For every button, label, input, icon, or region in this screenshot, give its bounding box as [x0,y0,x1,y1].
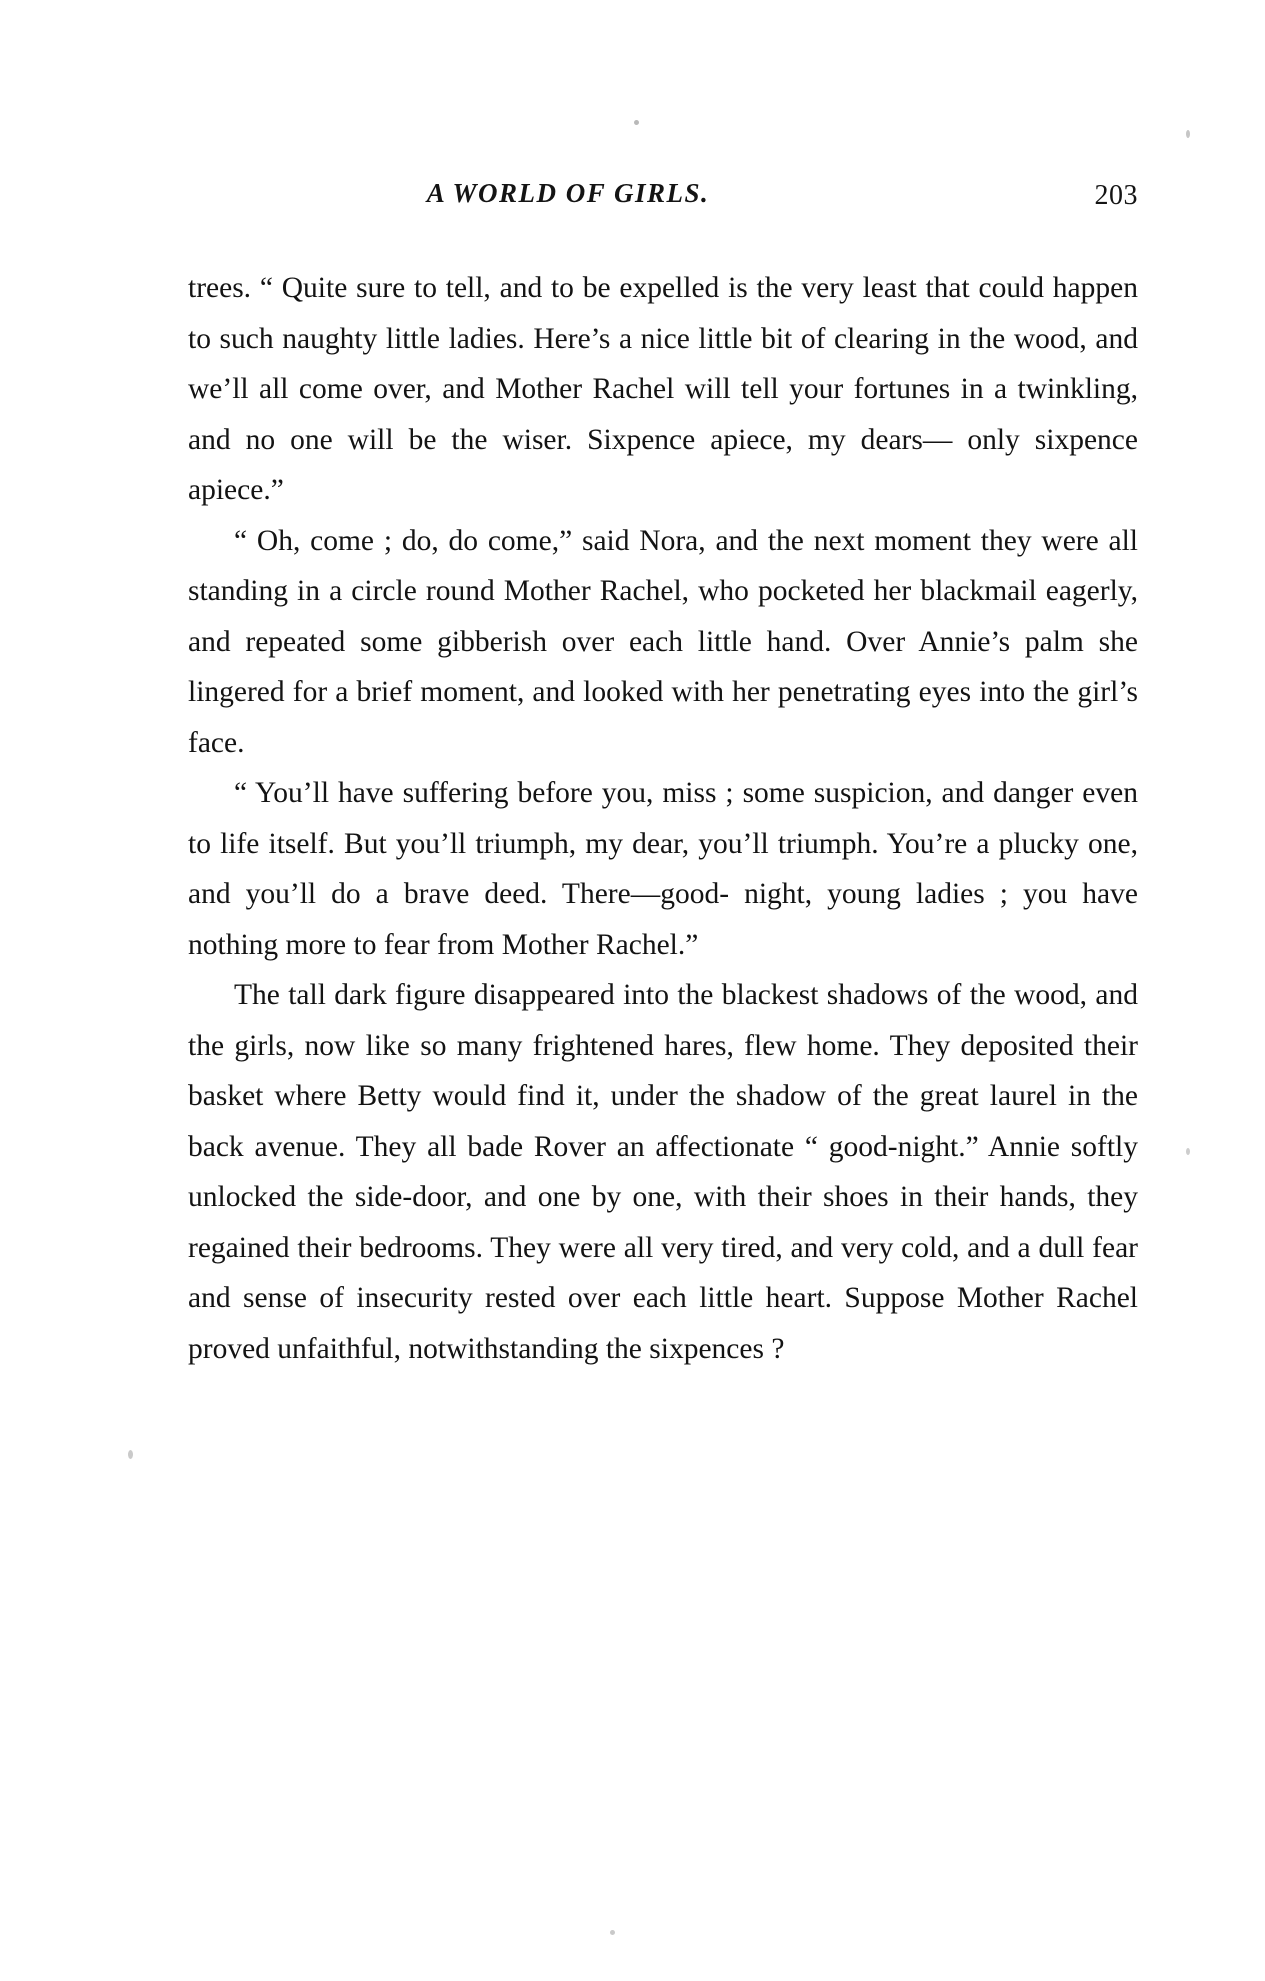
page-speck [128,1450,133,1459]
page-speck [634,120,639,125]
page-body [188,263,1138,1374]
page-speck [610,1930,615,1935]
paragraph: “ You’ll have suffering before you, miss ; some suspicion, and danger even to life itself. But you’ll triumph, my dear, you’ll triumph. You’re a plucky one, and you’ll do a brave deed. There—good- night, young ladies ; you have nothing more to fear from Mother Rachel.” [188,777,1138,961]
page-number: 203 [1094,180,1138,211]
page-speck [1186,130,1190,138]
running-title: A WORLD OF GIRLS. [426,178,710,208]
paragraph: “ Oh, come ; do, do come,” said Nora, and the next moment they were all standing in a circle round Mother Rachel, who pocketed her blackmail eagerly, and repeated some gibberish over each little hand. Over Annie’s palm she lingered for a brief moment, and looked with her penetrating eyes into the girl’s face. [188,524,1138,759]
paragraph: trees. “ Quite sure to tell, and to be expelled is the very least that could happen to such naughty little ladies. Here’s a nice little bit of clearing in the wood, and we’ll all come over, and Mother Rachel will tell your fortunes in a twinkling, and no one will be the wiser. Sixpence apiece, my dears— only sixpence apiece.” [188,272,1138,506]
paragraph: The tall dark figure disappeared into the blackest shadows of the wood, and the girls, now like so many frightened hares, flew home. They deposited their basket where Betty would find it, under the shadow of the great laurel in the back avenue. They all bade Rover an affectionate “ good-night.” Annie softly unlocked the side-door, and one by one, with their shoes in their hands, they regained their bedrooms. They were all very tired, and very cold, and a dull fear and sense of insecurity rested over each little heart. Suppose Mother Rachel proved unfaithful, notwithstanding the sixpences ? [188,979,1138,1365]
page-speck [1186,1148,1190,1155]
page-header [188,178,1138,218]
